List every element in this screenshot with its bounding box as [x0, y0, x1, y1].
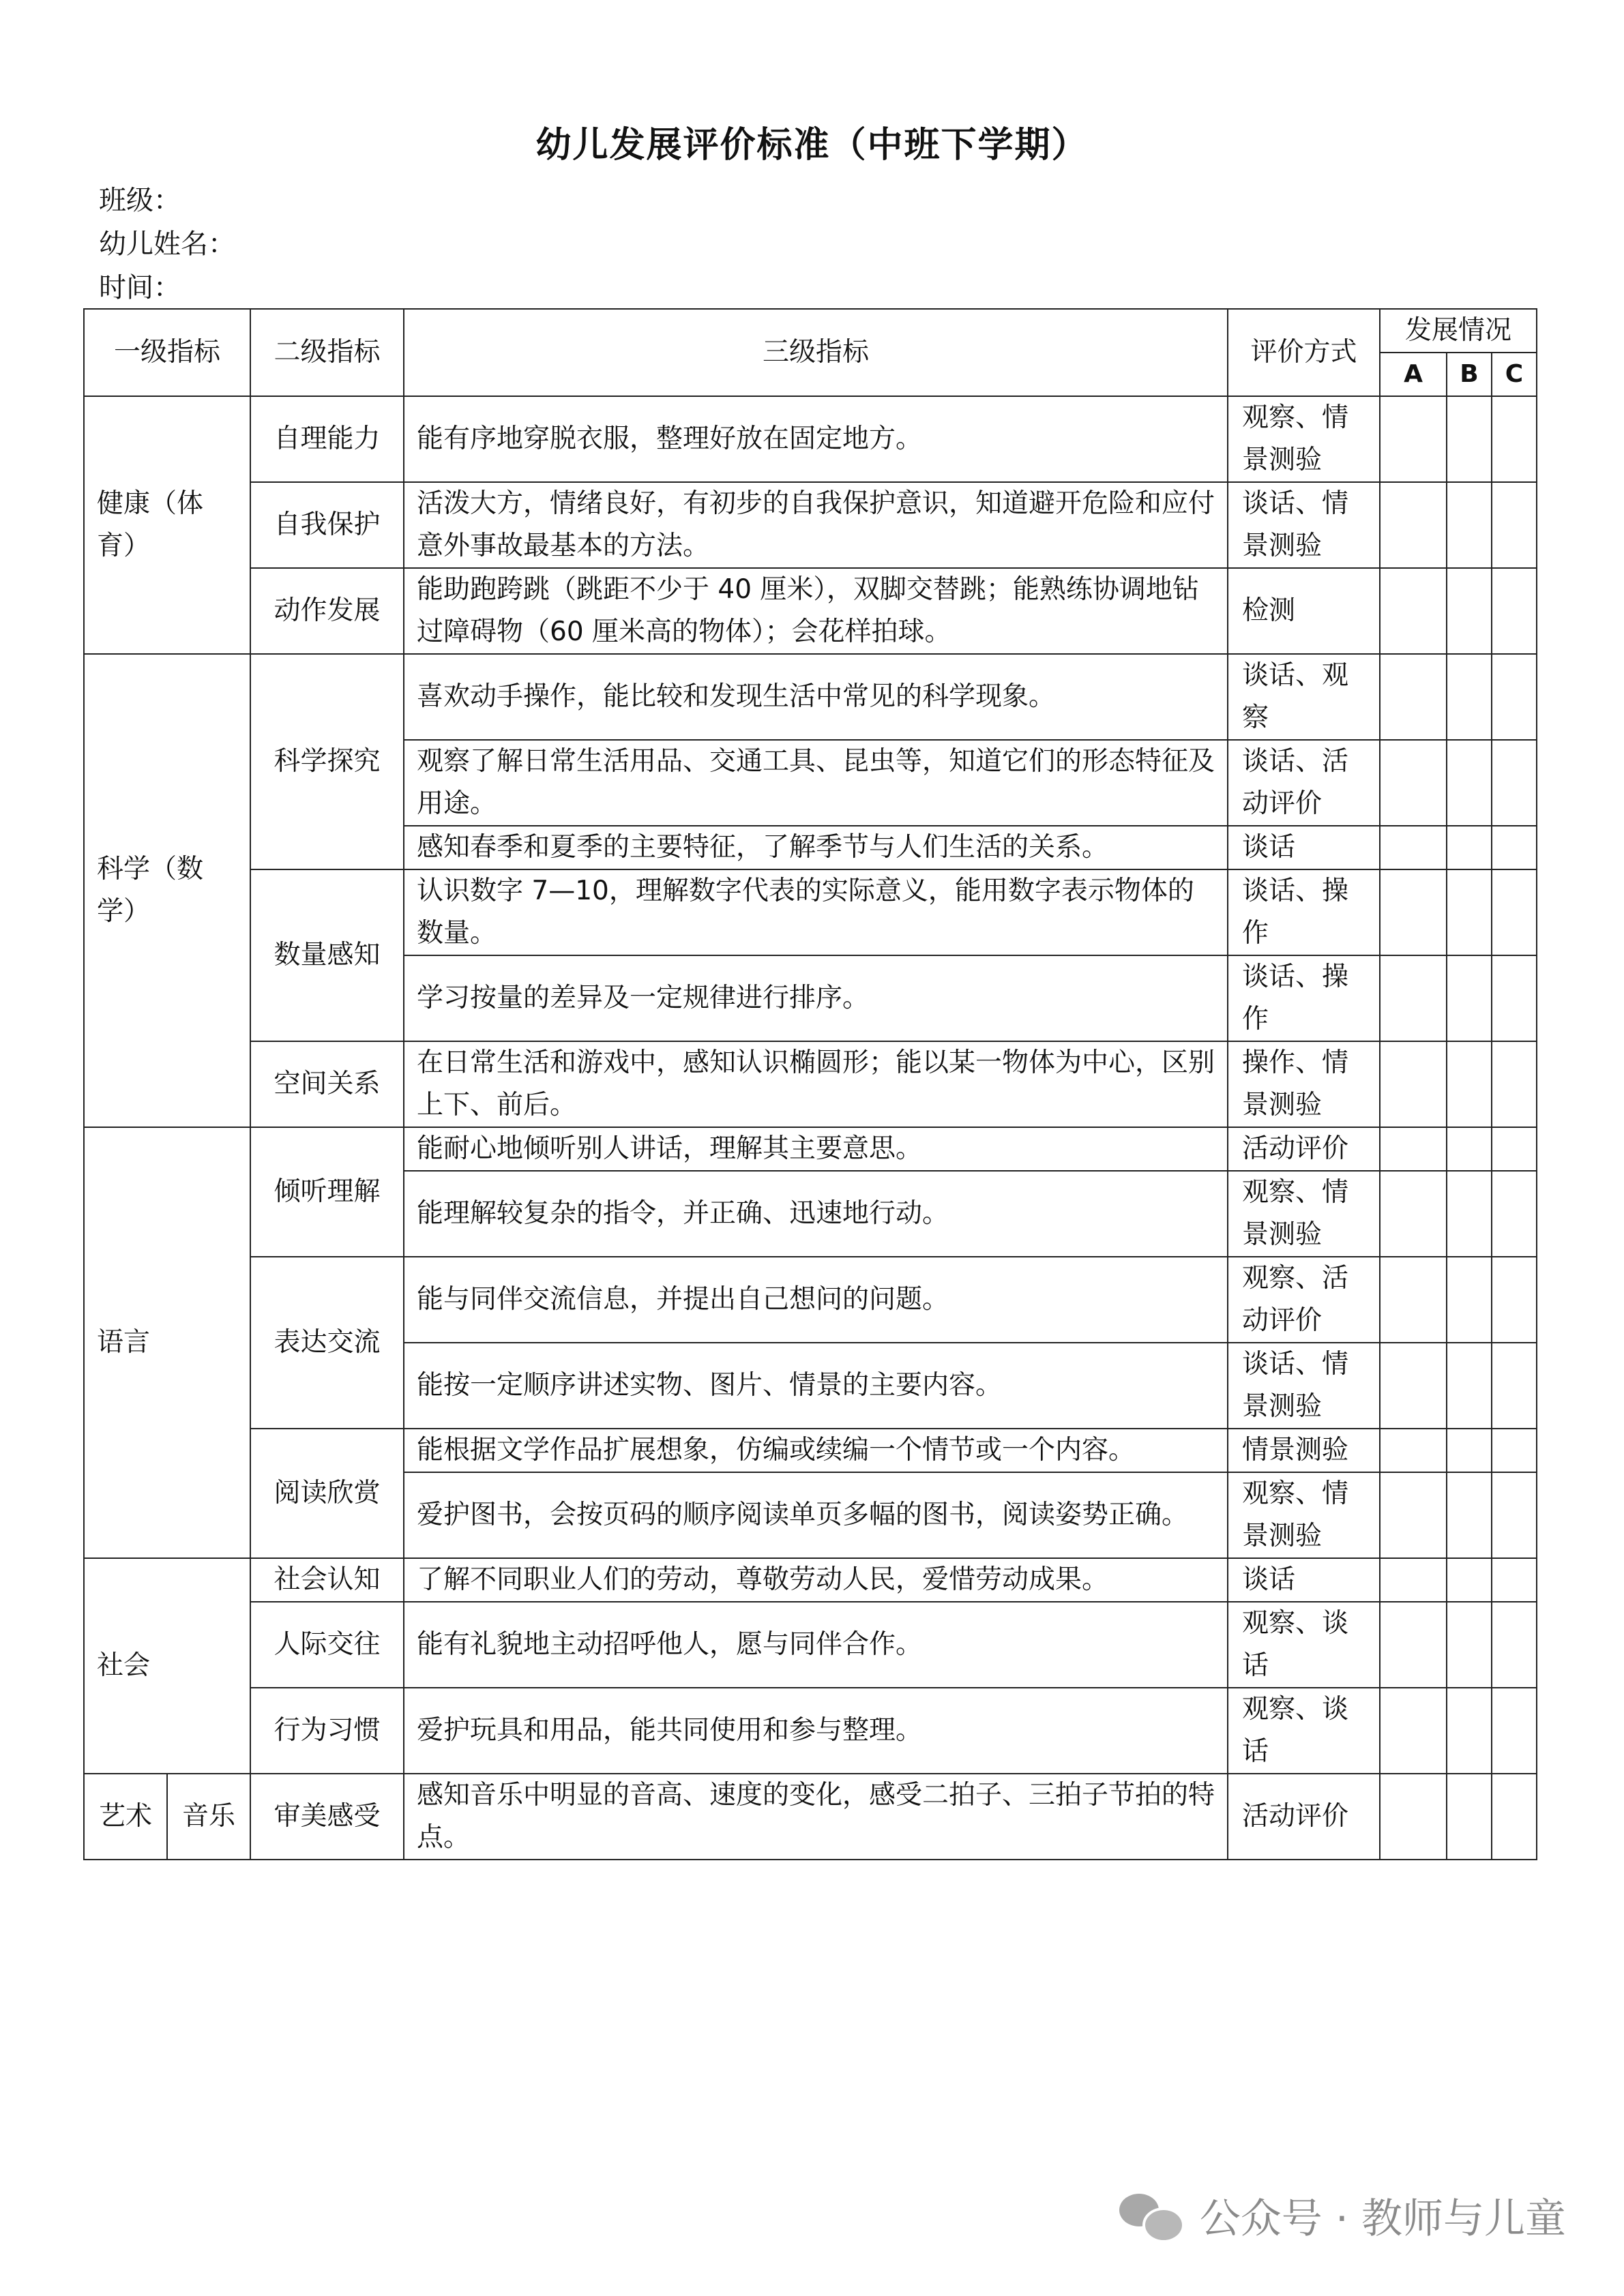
- table-row: [84, 869, 1537, 955]
- grade-a-cell[interactable]: [1380, 1171, 1447, 1257]
- grade-b-cell[interactable]: [1447, 1171, 1492, 1257]
- level3-cell: 活泼大方，情绪良好，有初步的自我保护意识，知道避开危险和应付意外事故最基本的方法。: [404, 482, 1228, 568]
- method-cell: 谈话、操作: [1228, 955, 1380, 1041]
- grade-c-cell[interactable]: [1492, 396, 1537, 482]
- level3-cell: 能与同伴交流信息，并提出自己想问的问题。: [404, 1257, 1228, 1343]
- method-cell: 操作、情景测验: [1228, 1041, 1380, 1127]
- method-cell: 谈话、情景测验: [1228, 482, 1380, 568]
- grade-c-cell[interactable]: [1492, 1343, 1537, 1429]
- grade-a-cell[interactable]: [1380, 826, 1447, 869]
- grade-b-cell[interactable]: [1447, 1558, 1492, 1602]
- header-grade-c: C: [1492, 353, 1537, 396]
- level3-cell: 喜欢动手操作，能比较和发现生活中常见的科学现象。: [404, 654, 1228, 740]
- table-row: [84, 1558, 1537, 1602]
- level3-cell: 能耐心地倾听别人讲话，理解其主要意思。: [404, 1127, 1228, 1171]
- grade-a-cell[interactable]: [1380, 955, 1447, 1041]
- level3-cell: 爱护图书，会按页码的顺序阅读单页多幅的图书，阅读姿势正确。: [404, 1472, 1228, 1558]
- grade-a-cell[interactable]: [1380, 1558, 1447, 1602]
- grade-c-cell[interactable]: [1492, 869, 1537, 955]
- method-cell: 谈话、操作: [1228, 869, 1380, 955]
- grade-b-cell[interactable]: [1447, 1343, 1492, 1429]
- level2-cell: 自我保护: [250, 482, 404, 568]
- method-cell: 检测: [1228, 568, 1380, 654]
- wechat-icon: [1119, 2191, 1185, 2240]
- grade-a-cell[interactable]: [1380, 396, 1447, 482]
- level3-cell: 了解不同职业人们的劳动，尊敬劳动人民，爱惜劳动成果。: [404, 1558, 1228, 1602]
- method-cell: 观察、情景测验: [1228, 1171, 1380, 1257]
- table-row: [84, 568, 1537, 654]
- level2-cell: 人际交往: [250, 1602, 404, 1688]
- level2-cell: 社会认知: [250, 1558, 404, 1602]
- method-cell: 观察、谈话: [1228, 1688, 1380, 1774]
- level3-cell: 能根据文学作品扩展想象，仿编或续编一个情节或一个内容。: [404, 1429, 1228, 1472]
- table-row: [84, 482, 1537, 568]
- grade-c-cell[interactable]: [1492, 1472, 1537, 1558]
- grade-b-cell[interactable]: [1447, 1602, 1492, 1688]
- level2-cell: 阅读欣赏: [250, 1429, 404, 1558]
- level2-cell: 自理能力: [250, 396, 404, 482]
- level2-cell: 行为习惯: [250, 1688, 404, 1774]
- header-grade-b: B: [1447, 353, 1492, 396]
- grade-a-cell[interactable]: [1380, 1429, 1447, 1472]
- grade-c-cell[interactable]: [1492, 568, 1537, 654]
- level1-art-music: 音乐: [167, 1774, 250, 1860]
- evaluation-table: [83, 308, 1537, 1860]
- level1-science: 科学（数学）: [84, 654, 250, 1127]
- level2-cell: 表达交流: [250, 1257, 404, 1429]
- level3-cell: 爱护玩具和用品，能共同使用和参与整理。: [404, 1688, 1228, 1774]
- level1-art: 艺术: [84, 1774, 167, 1860]
- grade-c-cell[interactable]: [1492, 1041, 1537, 1127]
- level2-cell: 审美感受: [250, 1774, 404, 1860]
- grade-c-cell[interactable]: [1492, 955, 1537, 1041]
- level1-language: 语言: [84, 1127, 250, 1558]
- method-cell: 谈话: [1228, 826, 1380, 869]
- header-level3: 三级指标: [404, 309, 1228, 396]
- level1-health: 健康（体育）: [84, 396, 250, 654]
- level3-cell: 能按一定顺序讲述实物、图片、情景的主要内容。: [404, 1343, 1228, 1429]
- level3-cell: 能理解较复杂的指令，并正确、迅速地行动。: [404, 1171, 1228, 1257]
- header-level1: 一级指标: [84, 309, 250, 396]
- grade-c-cell[interactable]: [1492, 1257, 1537, 1343]
- table-row: [84, 654, 1537, 740]
- grade-c-cell[interactable]: [1492, 1602, 1537, 1688]
- method-cell: 谈话、情景测验: [1228, 1343, 1380, 1429]
- method-cell: 观察、情景测验: [1228, 396, 1380, 482]
- grade-c-cell[interactable]: [1492, 1429, 1537, 1472]
- grade-b-cell[interactable]: [1447, 1774, 1492, 1860]
- grade-c-cell[interactable]: [1492, 1688, 1537, 1774]
- grade-b-cell[interactable]: [1447, 1041, 1492, 1127]
- method-cell: 观察、谈话: [1228, 1602, 1380, 1688]
- grade-b-cell[interactable]: [1447, 740, 1492, 826]
- grade-b-cell[interactable]: [1447, 482, 1492, 568]
- grade-b-cell[interactable]: [1447, 654, 1492, 740]
- header-level2: 二级指标: [250, 309, 404, 396]
- class-label: 班级：: [99, 185, 181, 216]
- method-cell: 观察、情景测验: [1228, 1472, 1380, 1558]
- level3-cell: 能助跑跨跳（跳距不少于 40 厘米），双脚交替跳；能熟练协调地钻过障碍物（60 厘米高的物体）；会花样拍球。: [404, 568, 1228, 654]
- method-cell: 活动评价: [1228, 1127, 1380, 1171]
- header-development: 发展情况: [1380, 309, 1537, 353]
- grade-c-cell[interactable]: [1492, 1558, 1537, 1602]
- level1-society: 社会: [84, 1558, 250, 1774]
- grade-a-cell[interactable]: [1380, 1041, 1447, 1127]
- grade-c-cell[interactable]: [1492, 482, 1537, 568]
- grade-a-cell[interactable]: [1380, 1343, 1447, 1429]
- level3-cell: 观察了解日常生活用品、交通工具、昆虫等，知道它们的形态特征及用途。: [404, 740, 1228, 826]
- grade-b-cell[interactable]: [1447, 1257, 1492, 1343]
- watermark: [1119, 2186, 1566, 2245]
- level2-cell: 倾听理解: [250, 1127, 404, 1257]
- grade-a-cell[interactable]: [1380, 1472, 1447, 1558]
- header-method: 评价方式: [1228, 309, 1380, 396]
- method-cell: 谈话、观察: [1228, 654, 1380, 740]
- watermark-text: 公众号 · 教师与儿童: [1199, 2195, 1566, 2243]
- level3-cell: 能有序地穿脱衣服，整理好放在固定地方。: [404, 396, 1228, 482]
- grade-a-cell[interactable]: [1380, 740, 1447, 826]
- grade-a-cell[interactable]: [1380, 869, 1447, 955]
- grade-c-cell[interactable]: [1492, 654, 1537, 740]
- grade-c-cell[interactable]: [1492, 1127, 1537, 1171]
- level3-cell: 在日常生活和游戏中，感知认识椭圆形；能以某一物体为中心，区别上下、前后。: [404, 1041, 1228, 1127]
- grade-b-cell[interactable]: [1447, 1472, 1492, 1558]
- grade-c-cell[interactable]: [1492, 826, 1537, 869]
- table-row: [84, 1429, 1537, 1472]
- level3-cell: 认识数字 7—10，理解数字代表的实际意义，能用数字表示物体的数量。: [404, 869, 1228, 955]
- level2-cell: 数量感知: [250, 869, 404, 1041]
- grade-a-cell[interactable]: [1380, 568, 1447, 654]
- level2-cell: 动作发展: [250, 568, 404, 654]
- grade-a-cell[interactable]: [1380, 1774, 1447, 1860]
- grade-c-cell[interactable]: [1492, 1171, 1537, 1257]
- table-row: [84, 1602, 1537, 1688]
- table-row: [84, 1127, 1537, 1171]
- level3-cell: 能有礼貌地主动招呼他人，愿与同伴合作。: [404, 1602, 1228, 1688]
- level2-cell: 科学探究: [250, 654, 404, 869]
- level3-cell: 学习按量的差异及一定规律进行排序。: [404, 955, 1228, 1041]
- grade-a-cell[interactable]: [1380, 1127, 1447, 1171]
- table-row: [84, 1041, 1537, 1127]
- method-cell: 观察、活动评价: [1228, 1257, 1380, 1343]
- header-grade-a: A: [1380, 353, 1447, 396]
- grade-b-cell[interactable]: [1447, 1688, 1492, 1774]
- level3-cell: 感知音乐中明显的音高、速度的变化，感受二拍子、三拍子节拍的特点。: [404, 1774, 1228, 1860]
- grade-b-cell[interactable]: [1447, 1127, 1492, 1171]
- time-label: 时间：: [99, 272, 181, 303]
- grade-a-cell[interactable]: [1380, 482, 1447, 568]
- grade-a-cell[interactable]: [1380, 1688, 1447, 1774]
- grade-b-cell[interactable]: [1447, 568, 1492, 654]
- method-cell: 谈话: [1228, 1558, 1380, 1602]
- method-cell: 谈话、活动评价: [1228, 740, 1380, 826]
- grade-c-cell[interactable]: [1492, 740, 1537, 826]
- grade-b-cell[interactable]: [1447, 955, 1492, 1041]
- grade-a-cell[interactable]: [1380, 1257, 1447, 1343]
- method-cell: 情景测验: [1228, 1429, 1380, 1472]
- grade-b-cell[interactable]: [1447, 869, 1492, 955]
- grade-c-cell[interactable]: [1492, 1774, 1537, 1860]
- grade-a-cell[interactable]: [1380, 1602, 1447, 1688]
- table-row: [84, 1688, 1537, 1774]
- table-row: [84, 1257, 1537, 1343]
- form-meta: [99, 179, 235, 310]
- grade-a-cell[interactable]: [1380, 654, 1447, 740]
- grade-b-cell[interactable]: [1447, 826, 1492, 869]
- table-row: [84, 1774, 1537, 1860]
- page-title: 幼儿发展评价标准（中班下学期）: [535, 125, 1089, 166]
- grade-b-cell[interactable]: [1447, 396, 1492, 482]
- grade-b-cell[interactable]: [1447, 1429, 1492, 1472]
- child-name-label: 幼儿姓名：: [99, 228, 235, 260]
- level2-cell: 空间关系: [250, 1041, 404, 1127]
- table-row: [84, 396, 1537, 482]
- level3-cell: 感知春季和夏季的主要特征，了解季节与人们生活的关系。: [404, 826, 1228, 869]
- method-cell: 活动评价: [1228, 1774, 1380, 1860]
